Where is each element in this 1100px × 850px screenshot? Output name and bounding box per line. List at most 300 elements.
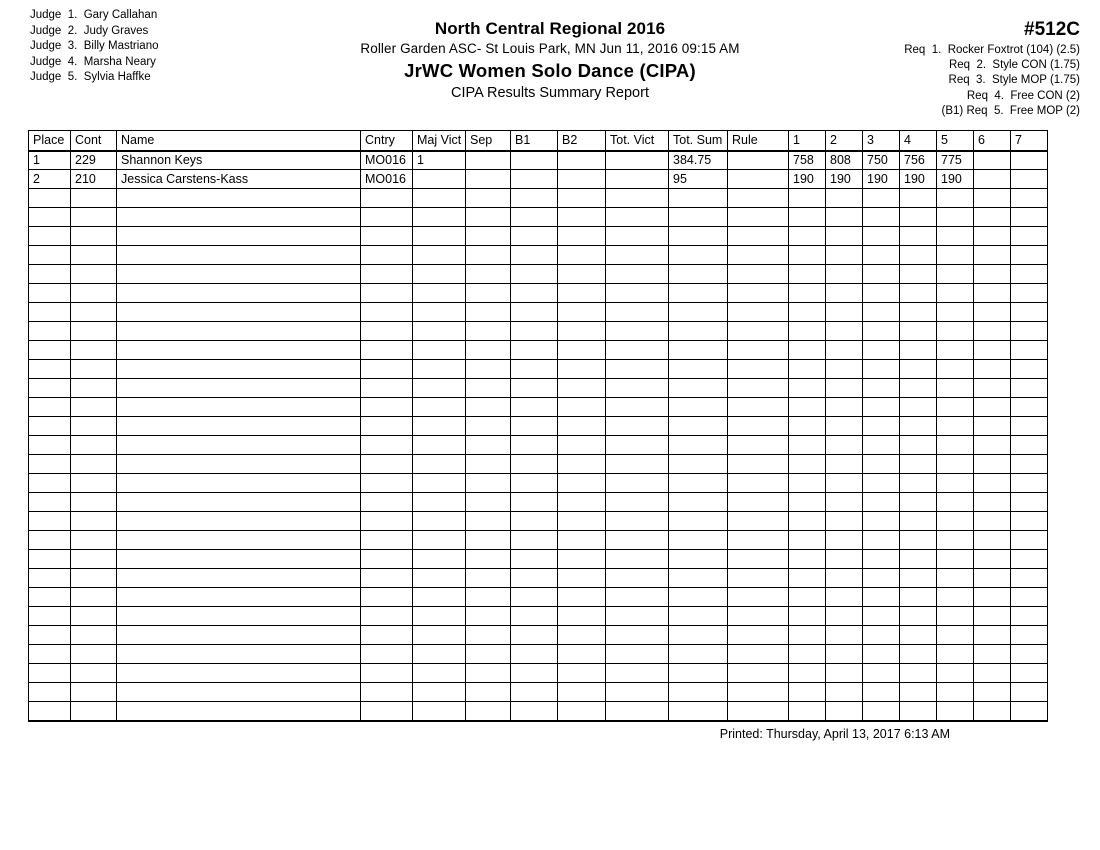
cell-empty [117,474,361,493]
cell-empty [826,246,863,265]
column-header-b1: B1 [511,131,558,151]
cell-empty [558,607,606,626]
cell-empty [606,341,669,360]
cell-tot-sum: 384.75 [669,151,728,170]
cell-judge-1-score: 758 [789,151,826,170]
cell-empty [558,569,606,588]
cell-empty [511,265,558,284]
cell-empty [1011,493,1048,512]
cell-empty [466,493,511,512]
cell-empty [466,474,511,493]
cell-empty [558,493,606,512]
cell-empty [466,284,511,303]
cell-empty [863,569,900,588]
cell-empty [1011,436,1048,455]
column-header-maj-vict: Maj Vict [413,131,466,151]
cell-empty [974,360,1011,379]
cell-empty [826,474,863,493]
cell-empty [974,398,1011,417]
cell-empty [1011,208,1048,227]
cell-empty [826,607,863,626]
cell-empty [466,531,511,550]
cell-empty [937,227,974,246]
cell-empty [117,607,361,626]
cell-empty [29,626,71,645]
cell-empty [71,626,117,645]
cell-empty [937,322,974,341]
cell-empty [826,550,863,569]
cell-empty [669,284,728,303]
cell-empty [728,512,789,531]
cell-empty [937,417,974,436]
cell-empty [900,246,937,265]
cell-empty [361,360,413,379]
cell-empty [789,284,826,303]
cell-empty [606,379,669,398]
cell-empty [669,398,728,417]
cell-empty [937,360,974,379]
table-row-empty[interactable] [29,246,1048,265]
cell-b1 [511,151,558,170]
cell-empty [511,246,558,265]
cell-empty [789,322,826,341]
table-row-empty[interactable] [29,474,1048,493]
cell-empty [728,550,789,569]
cell-empty [361,398,413,417]
cell-empty [863,246,900,265]
cell-empty [361,664,413,683]
cell-empty [826,398,863,417]
judge-number: 3. [61,40,78,53]
cell-empty [29,303,71,322]
cell-empty [117,398,361,417]
cell-empty [669,550,728,569]
cell-empty [728,303,789,322]
requirement-item: Req 2. Style CON (1.75) [948,59,1080,72]
table-row-empty[interactable] [29,607,1048,626]
cell-empty [29,341,71,360]
cell-empty [413,626,466,645]
cell-cntry: MO016 [361,151,413,170]
cell-empty [826,664,863,683]
table-row-empty[interactable] [29,303,1048,322]
cell-empty [558,588,606,607]
cell-empty [1011,246,1048,265]
cell-empty [29,664,71,683]
cell-empty [558,702,606,721]
cell-empty [669,493,728,512]
cell-empty [117,341,361,360]
cell-empty [71,417,117,436]
cell-empty [413,398,466,417]
cell-empty [728,284,789,303]
cell-empty [1011,569,1048,588]
cell-empty [511,189,558,208]
cell-empty [117,246,361,265]
cell-empty [466,455,511,474]
cell-tot-sum: 95 [669,170,728,189]
cell-empty [728,436,789,455]
cell-empty [974,512,1011,531]
table-row-empty[interactable] [29,208,1048,227]
cell-empty [669,436,728,455]
cell-empty [606,265,669,284]
cell-empty [29,189,71,208]
cell-empty [937,569,974,588]
cell-empty [669,189,728,208]
cell-empty [669,588,728,607]
cell-empty [361,227,413,246]
cell-empty [413,322,466,341]
cell-empty [826,702,863,721]
cell-empty [413,588,466,607]
cell-empty [669,208,728,227]
cell-empty [863,360,900,379]
table-row-empty[interactable] [29,702,1048,721]
cell-empty [1011,512,1048,531]
cell-empty [606,474,669,493]
cell-empty [117,265,361,284]
cell-empty [669,303,728,322]
cell-empty [361,626,413,645]
cell-empty [71,455,117,474]
cell-empty [29,417,71,436]
cell-judge-3-score: 190 [863,170,900,189]
cell-empty [974,626,1011,645]
cell-empty [974,265,1011,284]
cell-empty [413,417,466,436]
cell-empty [669,683,728,702]
cell-empty [863,341,900,360]
cell-empty [466,645,511,664]
cell-empty [974,531,1011,550]
cell-empty [900,683,937,702]
cell-empty [789,550,826,569]
cell-empty [669,341,728,360]
table-row-empty[interactable] [29,379,1048,398]
cell-empty [789,341,826,360]
column-header-tot-sum: Tot. Sum [669,131,728,151]
cell-empty [937,189,974,208]
cell-empty [789,360,826,379]
cell-empty [466,569,511,588]
table-row-empty[interactable] [29,227,1048,246]
cell-empty [71,664,117,683]
cell-empty [826,341,863,360]
cell-empty [900,208,937,227]
cell-empty [1011,417,1048,436]
cell-empty [511,493,558,512]
cell-empty [789,531,826,550]
table-row-empty[interactable] [29,588,1048,607]
cell-empty [71,474,117,493]
cell-empty [413,360,466,379]
judge-label: Judge [30,71,62,84]
cell-empty [558,474,606,493]
cell-empty [863,436,900,455]
table-row-empty[interactable] [29,683,1048,702]
cell-empty [117,493,361,512]
judge-label: Judge [30,55,62,68]
cell-empty [1011,626,1048,645]
cell-empty [900,664,937,683]
cell-empty [863,550,900,569]
cell-empty [789,474,826,493]
cell-empty [1011,189,1048,208]
cell-empty [511,360,558,379]
column-header-3: 3 [863,131,900,151]
cell-empty [117,588,361,607]
cell-empty [863,493,900,512]
cell-empty [826,360,863,379]
cell-empty [466,227,511,246]
cell-empty [826,588,863,607]
cell-empty [71,303,117,322]
cell-empty [466,626,511,645]
cell-empty [863,265,900,284]
cell-empty [511,702,558,721]
cell-empty [606,322,669,341]
judge-entry [30,8,159,24]
cell-empty [511,626,558,645]
cell-empty [728,455,789,474]
cell-maj-vict: 1 [413,151,466,170]
cell-empty [117,512,361,531]
cell-empty [789,436,826,455]
requirements-panel [904,18,1080,119]
cell-empty [558,626,606,645]
cell-empty [974,189,1011,208]
cell-empty [606,360,669,379]
cell-empty [669,531,728,550]
cell-empty [1011,683,1048,702]
cell-judge-5-score: 775 [937,151,974,170]
cell-empty [728,645,789,664]
cell-empty [606,417,669,436]
cell-empty [1011,645,1048,664]
cell-place: 2 [29,170,71,189]
cell-empty [669,322,728,341]
judge-name: Judy Graves [77,24,149,37]
judge-entry [30,24,159,40]
cell-empty [361,683,413,702]
cell-empty [71,265,117,284]
requirements-list [904,43,1080,119]
cell-empty [606,303,669,322]
cell-empty [361,607,413,626]
cell-empty [413,607,466,626]
cell-empty [511,208,558,227]
cell-cont: 229 [71,151,117,170]
cell-empty [937,398,974,417]
cell-empty [974,284,1011,303]
cell-empty [361,322,413,341]
cell-judge-4-score: 190 [900,170,937,189]
cell-empty [558,550,606,569]
cell-empty [826,227,863,246]
title-block [260,18,840,104]
cell-empty [511,512,558,531]
table-row-empty[interactable] [29,417,1048,436]
cell-empty [413,645,466,664]
cell-empty [413,474,466,493]
cell-empty [606,208,669,227]
cell-empty [29,246,71,265]
table-row-empty[interactable] [29,531,1048,550]
cell-empty [606,664,669,683]
cell-empty [558,512,606,531]
cell-empty [669,702,728,721]
cell-empty [728,189,789,208]
cell-empty [1011,531,1048,550]
cell-empty [466,702,511,721]
cell-empty [606,455,669,474]
cell-empty [863,379,900,398]
cell-empty [558,208,606,227]
cell-empty [466,607,511,626]
cell-empty [900,341,937,360]
table-row-empty[interactable] [29,341,1048,360]
cell-empty [511,588,558,607]
cell-empty [117,436,361,455]
results-table-body [29,151,1048,721]
cell-empty [558,664,606,683]
cell-sep [466,151,511,170]
cell-empty [361,303,413,322]
cell-empty [361,284,413,303]
cell-empty [413,379,466,398]
cell-empty [669,379,728,398]
table-row-empty[interactable] [29,265,1048,284]
cell-empty [117,303,361,322]
cell-empty [1011,303,1048,322]
cell-empty [863,588,900,607]
cell-empty [511,531,558,550]
cell-empty [974,550,1011,569]
event-title: JrWC Women Solo Dance (CIPA) [404,60,696,81]
cell-empty [728,607,789,626]
cell-empty [826,189,863,208]
table-row-empty[interactable] [29,189,1048,208]
cell-empty [900,607,937,626]
cell-empty [728,626,789,645]
cell-empty [29,227,71,246]
results-table-head [29,131,1048,151]
table-row-empty[interactable] [29,322,1048,341]
cell-empty [511,322,558,341]
cell-empty [900,189,937,208]
judge-name: Gary Callahan [77,9,158,21]
cell-empty [728,474,789,493]
cell-place: 1 [29,151,71,170]
cell-empty [937,284,974,303]
cell-empty [466,512,511,531]
table-row-empty[interactable] [29,398,1048,417]
cell-empty [937,341,974,360]
cell-empty [71,284,117,303]
cell-empty [789,208,826,227]
cell-empty [669,227,728,246]
table-row[interactable] [29,151,1048,170]
table-row-empty[interactable] [29,664,1048,683]
cell-empty [117,379,361,398]
cell-empty [361,341,413,360]
cell-empty [117,189,361,208]
cell-empty [900,417,937,436]
cell-sep [466,170,511,189]
cell-empty [900,455,937,474]
cell-empty [900,626,937,645]
cell-empty [900,474,937,493]
judge-name: Sylvia Haffke [77,71,151,84]
cell-empty [937,379,974,398]
cell-empty [937,683,974,702]
cell-empty [974,569,1011,588]
table-row-empty[interactable] [29,569,1048,588]
cell-empty [606,588,669,607]
cell-empty [29,588,71,607]
cell-empty [606,436,669,455]
cell-empty [71,512,117,531]
cell-empty [669,265,728,284]
table-row-empty[interactable] [29,512,1048,531]
cell-empty [974,493,1011,512]
cell-empty [71,208,117,227]
cell-empty [900,645,937,664]
cell-empty [413,512,466,531]
cell-empty [413,550,466,569]
cell-empty [71,436,117,455]
cell-empty [937,607,974,626]
cell-empty [413,189,466,208]
cell-empty [466,683,511,702]
cell-empty [413,246,466,265]
column-header-7: 7 [1011,131,1048,151]
cell-empty [728,360,789,379]
judge-number: 4. [61,55,78,68]
cell-empty [413,569,466,588]
cell-empty [826,265,863,284]
cell-empty [863,664,900,683]
cell-empty [558,398,606,417]
cell-empty [974,227,1011,246]
table-row-empty[interactable] [29,493,1048,512]
table-row-empty[interactable] [29,436,1048,455]
cell-empty [1011,360,1048,379]
table-row-empty[interactable] [29,550,1048,569]
cell-empty [728,493,789,512]
cell-judge-4-score: 756 [900,151,937,170]
cell-empty [29,398,71,417]
cell-empty [511,569,558,588]
table-row-empty[interactable] [29,284,1048,303]
cell-cont: 210 [71,170,117,189]
cell-judge-7-score [1011,151,1048,170]
table-row[interactable] [29,170,1048,189]
cell-empty [789,645,826,664]
cell-maj-vict [413,170,466,189]
cell-empty [466,246,511,265]
table-row-empty[interactable] [29,626,1048,645]
column-header-cntry: Cntry [361,131,413,151]
table-row-empty[interactable] [29,455,1048,474]
cell-empty [71,702,117,721]
cell-empty [789,227,826,246]
cell-empty [789,455,826,474]
cell-empty [606,493,669,512]
table-row-empty[interactable] [29,360,1048,379]
table-row-empty[interactable] [29,645,1048,664]
